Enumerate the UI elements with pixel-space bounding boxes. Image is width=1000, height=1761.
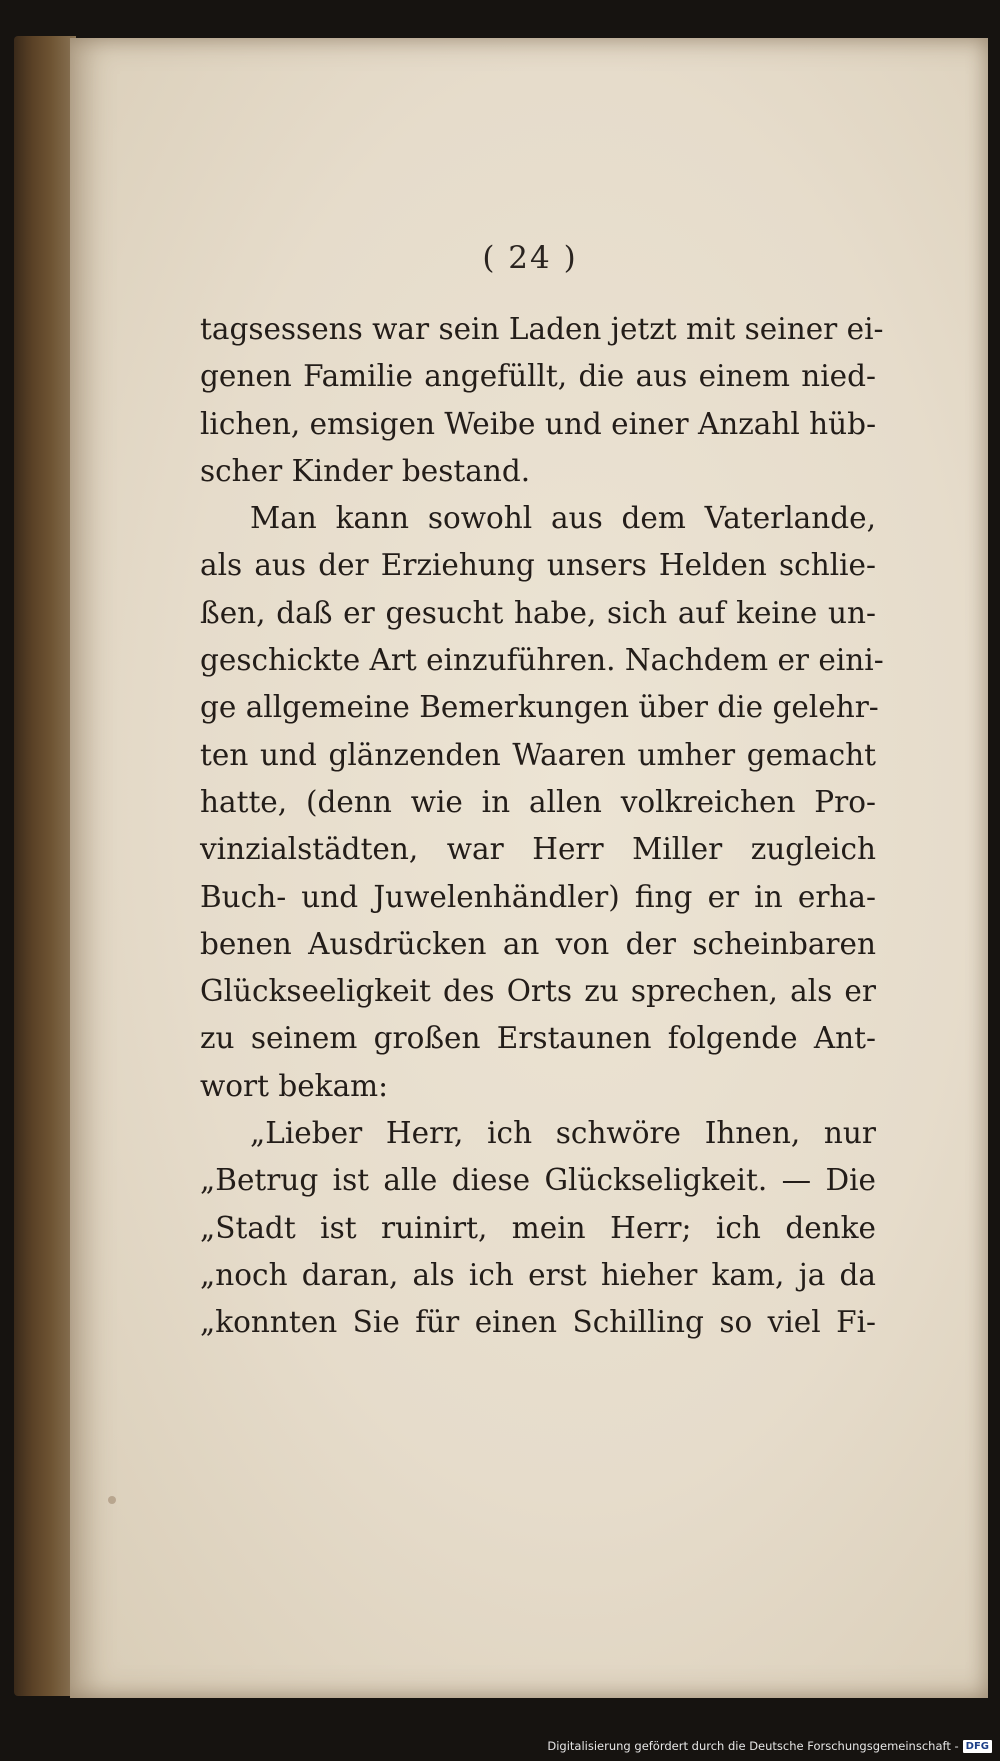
text-line: ßen, daß er gesucht habe, sich auf keine un- [200,595,876,630]
text-line: benen Ausdrücken an von der scheinbaren [200,926,876,961]
credit-text: Digitalisierung gefördert durch die Deutsche Forschungsgemeinschaft - [547,1739,959,1753]
text-line: genen Familie angefüllt, die aus einem nied- [200,359,876,394]
text-line: Buch- und Juwelenhändler) fing er in erha- [200,879,876,914]
text-line: ten und glänzenden Waaren umher gemacht [200,737,876,772]
text-line: tagsessens war sein Laden jetzt mit seiner ei- [200,312,884,346]
page-number: ( 24 ) [482,240,578,276]
body-text [200,306,884,1347]
digitization-credit [547,1739,992,1753]
text-line: vinzialstädten, war Herr Miller zugleich [200,832,876,867]
text-line: „Stadt ist ruinirt, mein Herr; ich denke [200,1210,876,1245]
text-line: „noch daran, als ich erst hieher kam, ja da [200,1257,876,1292]
text-line: „Lieber Herr, ich schwöre Ihnen, nur [250,1116,876,1151]
book-page-edge [14,36,76,1696]
text-line: scher Kinder bestand. [200,453,531,488]
text-line: hatte, (denn wie in allen volkreichen Pro- [200,784,876,819]
text-line: ge allgemeine Bemerkungen über die gelehr- [200,690,879,725]
text-line: geschickte Art einzuführen. Nachdem er eini- [200,643,884,678]
text-line: „Betrug ist alle diese Glückseligkeit. — Die [200,1163,876,1198]
text-line: zu seinem großen Erstaunen folgende Ant- [200,1021,876,1056]
text-line: „konnten Sie für einen Schilling so viel Fi- [200,1305,876,1340]
text-line: Man kann sowohl aus dem Vaterlande, [250,501,876,536]
text-line: lichen, emsigen Weibe und einer Anzahl hüb- [200,406,877,441]
paper-spot [108,1496,116,1504]
text-line: wort bekam: [200,1068,389,1103]
dfg-logo: DFG [963,1740,992,1753]
text-line: als aus der Erziehung unsers Helden schlie- [200,548,876,583]
text-line: Glückseeligkeit des Orts zu sprechen, als er [200,974,876,1009]
